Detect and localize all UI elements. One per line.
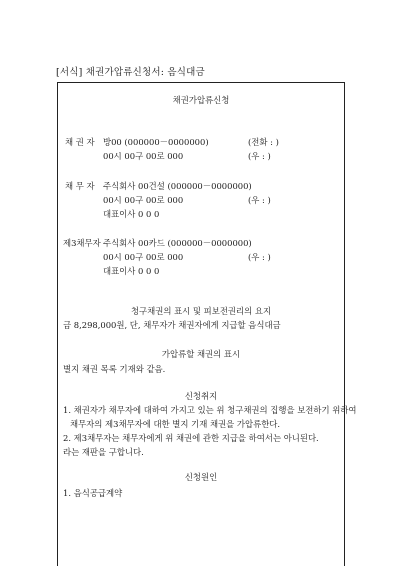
purpose-heading: 신청취지 [184,391,218,401]
purpose-item: 1. 채권자가 채무자에 대하여 가지고 있는 위 청구채권의 집행을 보전하기 위하여 [63,405,357,415]
debtor-label: 채 무 자 [65,181,95,191]
form-caption: [서식] 채권가압류신청서: 음식대금 [56,67,205,78]
third-debtor-postal: (우 : ) [248,252,271,262]
purpose-item: 2. 제3채무자는 채무자에게 위 채권에 관한 지급을 하여서는 아니된다. [63,433,319,443]
cause-item: 1. 음식공급계약 [63,488,123,498]
cause-heading: 신청원인 [184,472,218,482]
creditor-phone: (전화 : ) [248,137,279,147]
purpose-item: 채무자의 제3채무자에 대한 별지 기재 채권을 가압류한다. [70,419,281,429]
third-debtor-representative: 대표이사 0 0 0 [103,266,160,276]
document-frame [57,82,357,566]
seize-heading: 가압류할 채권의 표시 [161,349,241,359]
creditor-address: 00시 00구 00로 000 [103,151,184,161]
seize-text: 별지 채권 목록 기재와 같음. [63,364,166,374]
claim-text: 금 8,298,000원, 단, 채무자가 채권자에게 지급할 음식대금 [63,320,281,330]
creditor-label: 채 권 자 [65,137,95,147]
debtor-representative: 대표이사 0 0 0 [103,209,160,219]
purpose-item: 라는 재판을 구합니다. [63,447,144,457]
creditor-name: 방00 (000000－0000000) [103,137,209,147]
third-debtor-name: 주식회사 00카드 (000000－0000000) [103,238,252,248]
debtor-address: 00시 00구 00로 000 [103,195,184,205]
third-debtor-label: 제3채무자 [63,238,101,248]
third-debtor-address: 00시 00구 00로 000 [103,252,184,262]
document-title: 채권가압류신청 [172,95,230,105]
debtor-name: 주식회사 00건설 (000000－0000000) [103,181,252,191]
debtor-postal: (우 : ) [248,195,271,205]
creditor-postal: (우 : ) [248,151,271,161]
claim-heading: 청구채권의 표시 및 피보전권리의 요지 [130,306,272,316]
